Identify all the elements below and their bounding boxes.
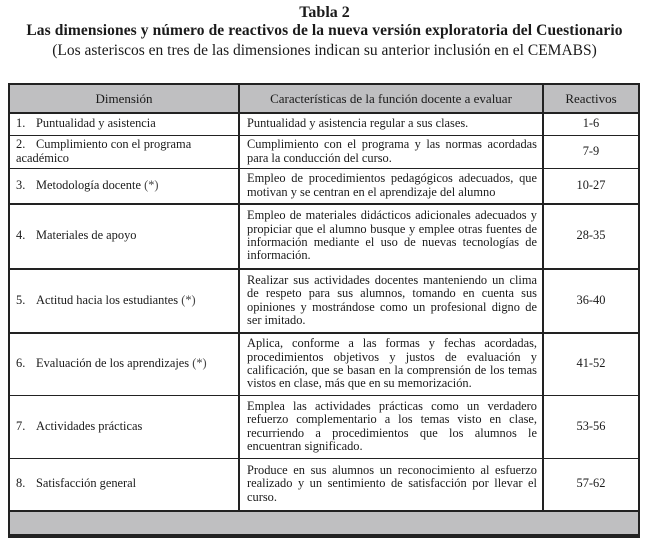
table-title: Las dimensiones y número de reactivos de la nueva versión exploratoria del Cuestionario xyxy=(26,22,623,39)
items-cell: 7-9 xyxy=(543,136,638,169)
dimension-cell xyxy=(10,169,239,205)
dimension-name: Satisfacción general xyxy=(36,476,137,491)
dimension-name: Evaluación de los aprendizajes xyxy=(36,356,190,371)
header-dimension: Dimensión xyxy=(10,85,239,113)
items-cell: 28-35 xyxy=(543,204,638,269)
dimension-cell xyxy=(10,113,239,136)
description-cell: Empleo de procedimientos pedagógicos adecuados, que motivan y se centran en el aprendizaje del alumno xyxy=(239,169,543,205)
asterisk-marker: (*) xyxy=(181,292,196,307)
items-cell: 53-56 xyxy=(543,396,638,459)
dimension-name: Puntualidad y asistencia xyxy=(36,116,156,131)
table-row xyxy=(10,169,638,205)
dimension-number: 4. xyxy=(16,228,26,243)
description-cell: Emplea las actividades prácticas como un verdadero refuerzo complementario a los temas visto en clase, recurriendo a procedimientos que los alumnos le encuentran significado. xyxy=(239,396,543,459)
dimension-cell xyxy=(10,396,239,459)
header-characteristics: Características de la función docente a evaluar xyxy=(239,85,543,113)
items-cell: 10-27 xyxy=(543,169,638,205)
table-subtitle: (Los asteriscos en tres de las dimensiones indican su anterior inclusión en el CEMABS) xyxy=(52,42,597,59)
items-cell: 1-6 xyxy=(543,113,638,136)
dimension-name: Metodología docente xyxy=(36,177,141,192)
table-row xyxy=(10,204,638,269)
dimension-number: 2. xyxy=(16,137,26,152)
table-row xyxy=(10,269,638,333)
table-row xyxy=(10,113,638,136)
header-items: Reactivos xyxy=(543,85,638,113)
dimension-cell xyxy=(10,333,239,396)
header-row xyxy=(10,85,638,113)
items-cell: 57-62 xyxy=(543,459,638,512)
asterisk-marker: (*) xyxy=(144,177,159,192)
dimension-name: Actividades prácticas xyxy=(36,418,143,433)
dimension-name: Actitud hacia los estudiantes xyxy=(36,292,179,307)
table-row xyxy=(10,396,638,459)
dimension-name: Cumplimiento con el programa académico xyxy=(16,137,192,165)
description-cell: Realizar sus actividades docentes manteniendo un clima de respeto para sus alumnos, tomando en cuenta sus opiniones y mostrándose como un profesional digno de ser imitado. xyxy=(239,269,543,333)
dimension-number: 3. xyxy=(16,177,26,192)
dimension-cell xyxy=(10,136,239,169)
table-row xyxy=(10,136,638,169)
dimension-cell xyxy=(10,459,239,512)
dimension-number: 8. xyxy=(16,476,26,491)
description-cell: Produce en sus alumnos un reconocimiento al esfuerzo realizado y un sentimiento de satisfacción por llevar el curso. xyxy=(239,459,543,512)
table-row xyxy=(10,333,638,396)
description-cell: Cumplimiento con el programa y las normas acordadas para la conducción del curso. xyxy=(239,136,543,169)
dimension-cell xyxy=(10,204,239,269)
dimension-number: 1. xyxy=(16,116,26,131)
items-cell: 41-52 xyxy=(543,333,638,396)
footer-band xyxy=(10,511,638,535)
dimensions-table xyxy=(8,83,640,538)
dimension-name: Materiales de apoyo xyxy=(36,228,137,243)
footer-band-row xyxy=(10,511,638,535)
table-number: Tabla 2 xyxy=(299,4,350,21)
dimension-number: 7. xyxy=(16,418,26,433)
asterisk-marker: (*) xyxy=(192,356,207,371)
description-cell: Empleo de materiales didácticos adicionales adecuados y propiciar que el alumno busque y emplee otras fuentes de información mediante el uso de nuevas tecnologías de información. xyxy=(239,204,543,269)
dimension-number: 6. xyxy=(16,356,26,371)
dimension-number: 5. xyxy=(16,292,26,307)
description-cell: Aplica, conforme a las formas y fechas acordadas, procedimientos objetivos y justos de evaluación y calificación, que se basan en la comprensión de los temas vistos en clase, más que en su memorización. xyxy=(239,333,543,396)
dimension-cell xyxy=(10,269,239,333)
table-row xyxy=(10,459,638,512)
items-cell: 36-40 xyxy=(543,269,638,333)
description-cell: Puntualidad y asistencia regular a sus clases. xyxy=(239,113,543,136)
